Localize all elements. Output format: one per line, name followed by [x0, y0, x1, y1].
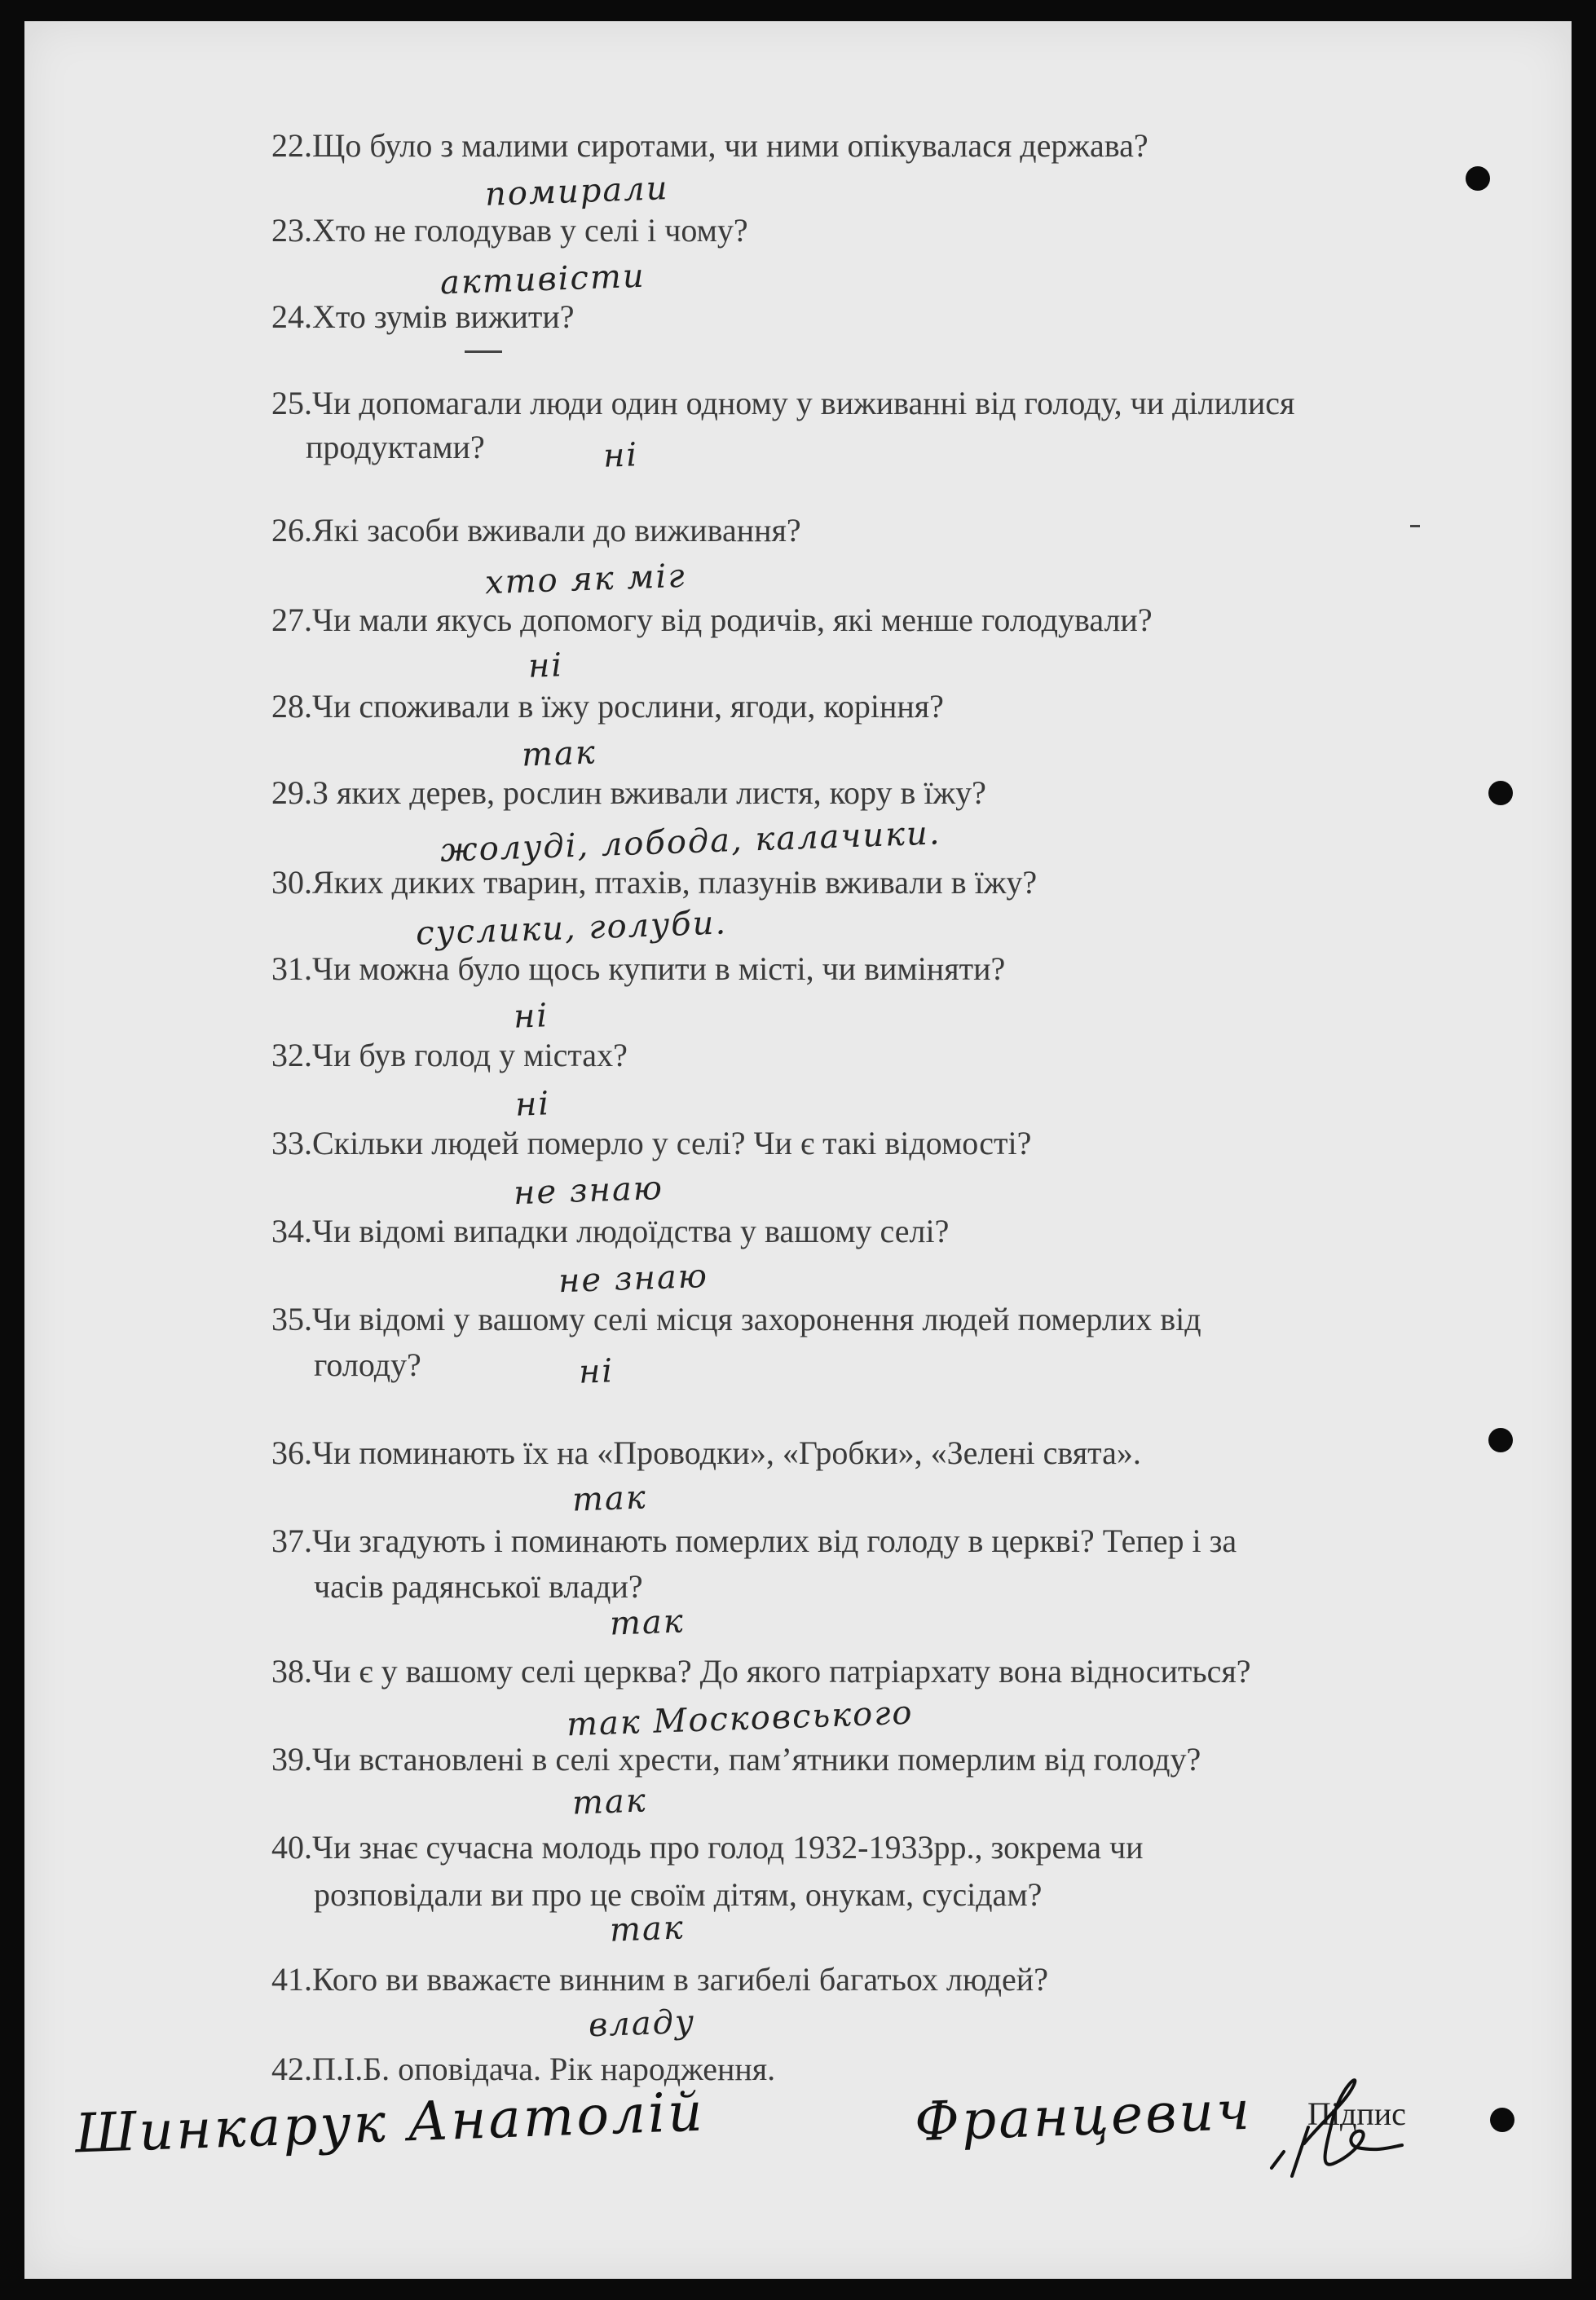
- question-34: 34.Чи відомі випадки людоїдства у вашому селі?: [271, 1213, 950, 1249]
- answer-38: так: [609, 1602, 686, 1643]
- answer-27: хто як міг: [484, 557, 687, 602]
- answer-41: так: [609, 1909, 686, 1950]
- binder-hole-1: [1466, 166, 1490, 191]
- question-42: 42.П.І.Б. оповідача. Рік народження.: [271, 2051, 776, 2087]
- answer-29: так: [521, 734, 597, 774]
- question-23: 23.Хто не голодував у селі і чому?: [271, 212, 748, 249]
- answer-25: ні: [602, 436, 639, 475]
- binder-hole-4: [1490, 2108, 1514, 2132]
- answer-37: так: [571, 1478, 648, 1519]
- question-29: 29.З яких дерев, рослин вживали листя, кору в їжу?: [271, 774, 986, 811]
- question-40: 40.Чи знає сучасна молодь про голод 1932-1933рр., зокрема чи: [271, 1829, 1144, 1866]
- question-36: 36.Чи поминають їх на «Проводки», «Гробки», «Зелені свята».: [271, 1434, 1141, 1471]
- question-40-cont: розповідали ви про це своїм дітям, онукам, сусідам?: [314, 1876, 1043, 1913]
- binder-hole-2: [1488, 781, 1513, 805]
- question-24: 24.Хто зумів вижити?: [271, 298, 575, 335]
- answer-40: так: [571, 1782, 648, 1822]
- margin-dash-26: [1410, 525, 1420, 527]
- question-31: 31.Чи можна було щось купити в місті, чи виміняти?: [271, 950, 1006, 987]
- answer-39: так Московського: [566, 1694, 915, 1744]
- question-35: 35.Чи відомі у вашому селі місця захоронення людей померлих від: [271, 1301, 1201, 1337]
- question-30: 30.Яких диких тварин, птахів, плазунів вживали в їжу?: [271, 864, 1038, 901]
- answer-dash-24: [465, 350, 502, 353]
- binder-hole-3: [1488, 1428, 1513, 1452]
- signature-label: Підпис: [1307, 2095, 1406, 2132]
- question-26: 26.Які засоби вживали до виживання?: [271, 512, 801, 549]
- answer-33: ні: [514, 1085, 551, 1124]
- question-37-cont: часів радянської влади?: [314, 1568, 643, 1605]
- question-39: 39.Чи встановлені в селі хрести, пам’ятники померлим від голоду?: [271, 1741, 1201, 1778]
- answer-24: активісти: [439, 257, 646, 302]
- question-25: 25.Чи допомагали люди один одному у виживанні від голоду, чи ділилися: [271, 385, 1295, 421]
- answer-34: не знаю: [513, 1169, 664, 1213]
- narrator-name: Шинкарук Анатолій: [73, 2080, 706, 2166]
- question-32: 32.Чи був голод у містах?: [271, 1037, 628, 1073]
- question-33: 33.Скільки людей померло у селі? Чи є такі відомості?: [271, 1125, 1032, 1161]
- answer-36: ні: [578, 1352, 615, 1391]
- answer-41-extra: владу: [588, 2003, 696, 2045]
- narrator-patronymic: Францевич: [913, 2078, 1254, 2154]
- questionnaire-page: [24, 21, 1572, 2279]
- question-22: 22.Що було з малими сиротами, чи ними опікувалася держава?: [271, 127, 1149, 164]
- question-38: 38.Чи є у вашому селі церква? До якого патріархату вона відноситься?: [271, 1653, 1251, 1690]
- question-41: 41.Кого ви вважаєте винним в загибелі багатьох людей?: [271, 1961, 1048, 1998]
- answer-31: суслики, голуби.: [415, 904, 728, 953]
- answer-30: жолуді, лобода, калачики.: [439, 814, 942, 870]
- answer-32: ні: [513, 997, 549, 1036]
- answer-23: помирали: [484, 170, 670, 214]
- signature-scribble: [1247, 2054, 1410, 2184]
- answer-28: ні: [527, 646, 564, 685]
- question-27: 27.Чи мали якусь допомогу від родичів, які менше голодували?: [271, 601, 1153, 638]
- question-25-cont: продуктами?: [306, 429, 485, 465]
- answer-35: не знаю: [558, 1257, 709, 1301]
- question-28: 28.Чи споживали в їжу рослини, ягоди, коріння?: [271, 688, 944, 725]
- question-37: 37.Чи згадують і поминають померлих від голоду в церкві? Тепер і за: [271, 1522, 1237, 1559]
- question-35-cont: голоду?: [314, 1346, 421, 1383]
